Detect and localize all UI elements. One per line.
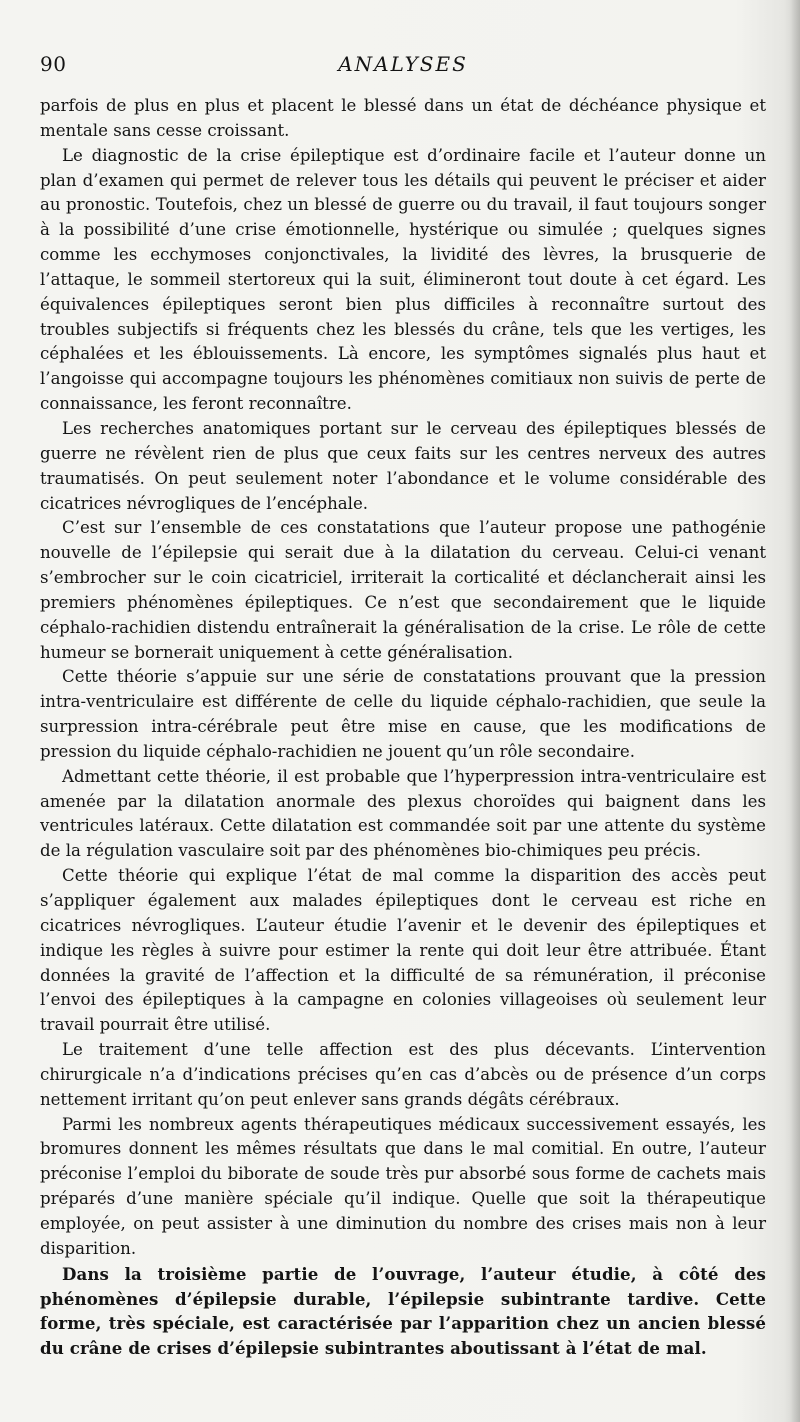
page-header	[40, 52, 766, 82]
paragraph: Parmi les nombreux agents thérapeutiques médicaux successivement essayés, les bromures donnent les mêmes résultats que dans le mal comitial. En outre, l’auteur préconise l’emploi du biborate de soude très pur absorbé sous forme de cachets mais préparés d’une manière spéciale qu’il indique. Quelle que soit la thérapeutique employée, on peut assister à une diminution du nombre des crises mais non à leur disparition.	[40, 1114, 766, 1258]
paragraph: Les recherches anatomiques portant sur le cerveau des épileptiques blessés de guerre ne révèlent rien de plus que ceux faits sur les centres nerveux des autres traumatisés. On peut seulement noter l’abondance et le volume considérable des cicatrices névrogliques de l’encéphale.	[40, 418, 766, 513]
paragraph: Le traitement d’une telle affection est des plus décevants. L’intervention chirurgicale n’a d’indications précises qu’en cas d’abcès ou de présence d’un corps nettement irritant qu’on peut enlever sans grands dégâts cérébraux.	[40, 1040, 766, 1109]
paragraph: Admettant cette théorie, il est probable que l’hyperpression intra-ventriculaire est amenée par la dilatation anormale des plexus choroïdes qui baignent dans les ventricules latéraux. Cette dilatation est commandée soit par une attente du système de la régulation vasculaire soit par des phénomènes bio-chimiques peu précis.	[40, 766, 766, 861]
paragraph-bold: Dans la troisième partie de l’ouvrage, l’auteur étudie, à côté des phénomènes d’épilepsie durable, l’épilepsie subintrante tardive. Cette forme, très spéciale, est caractérisée par l’apparition chez un ancien blessé du crâne de crises d’épilepsie subintrantes aboutissant à l’état de mal.	[40, 1263, 766, 1359]
paragraph: Le diagnostic de la crise épileptique est d’ordinaire facile et l’auteur donne un plan d’examen qui permet de relever tous les détails qui peuvent le préciser et aider au pronostic. Toutefois, chez un blessé de guerre ou du travail, il faut toujours songer à la possibilité d’une crise émotionnelle, hystérique ou simulée ; quelques signes comme les ecchymoses conjonctivales, la lividité des lèvres, la brusquerie de l’attaque, le sommeil stertoreux qui la suit, élimineront tout doute à cet égard. Les équivalences épileptiques seront bien plus difficiles à reconnaître surtout des troubles subjectifs si fréquents chez les blessés du crâne, tels que les vertiges, les céphalées et les éblouissements. Là encore, les symptômes signalés plus haut et l’angoisse qui accompagne toujours les phénomènes comitiaux non suivis de perte de connaissance, les feront reconnaître.	[40, 145, 766, 414]
paragraph: C’est sur l’ensemble de ces constatations que l’auteur propose une pathogénie nouvelle de l’épilepsie qui serait due à la dilatation du cerveau. Celui-ci venant s’embrocher sur le coin cicatriciel, irriterait la corticalité et déclancherait ainsi les premiers phénomènes épileptiques. Ce n’est que secondairement que le liquide céphalo-rachidien distendu entraînerait la généralisation de la crise. Le rôle de cette humeur se bornerait uniquement à cette généralisation.	[40, 518, 766, 662]
paragraph: Cette théorie qui explique l’état de mal comme la disparition des accès peut s’appliquer également aux malades épileptiques dont le cerveau est riche en cicatrices névrogliques. L’auteur étudie l’avenir et le devenir des épileptiques et indique les règles à suivre pour estimer la rente qui doit leur être attribuée. Étant données la gravité de l’affection et la difficulté de sa rémunération, il préconise l’envoi des épileptiques à la campagne en colonies villageoises où seulement leur travail pourrait être utilisé.	[40, 866, 766, 1035]
paragraph: parfois de plus en plus et placent le blessé dans un état de déchéance physique et mentale sans cesse croissant.	[40, 96, 766, 140]
page-number: 90	[40, 52, 67, 76]
paragraph: Cette théorie s’appuie sur une série de constatations prouvant que la pression intra-ventriculaire est différente de celle du liquide céphalo-rachidien, que seule la surpression intra-cérébrale peut être mise en cause, que les modifications de pression du liquide céphalo-rachidien ne jouent qu’un rôle secondaire.	[40, 667, 766, 761]
page-edge-shadow	[790, 0, 800, 1422]
body-text	[40, 94, 766, 1361]
running-head: ANALYSES	[338, 52, 468, 76]
